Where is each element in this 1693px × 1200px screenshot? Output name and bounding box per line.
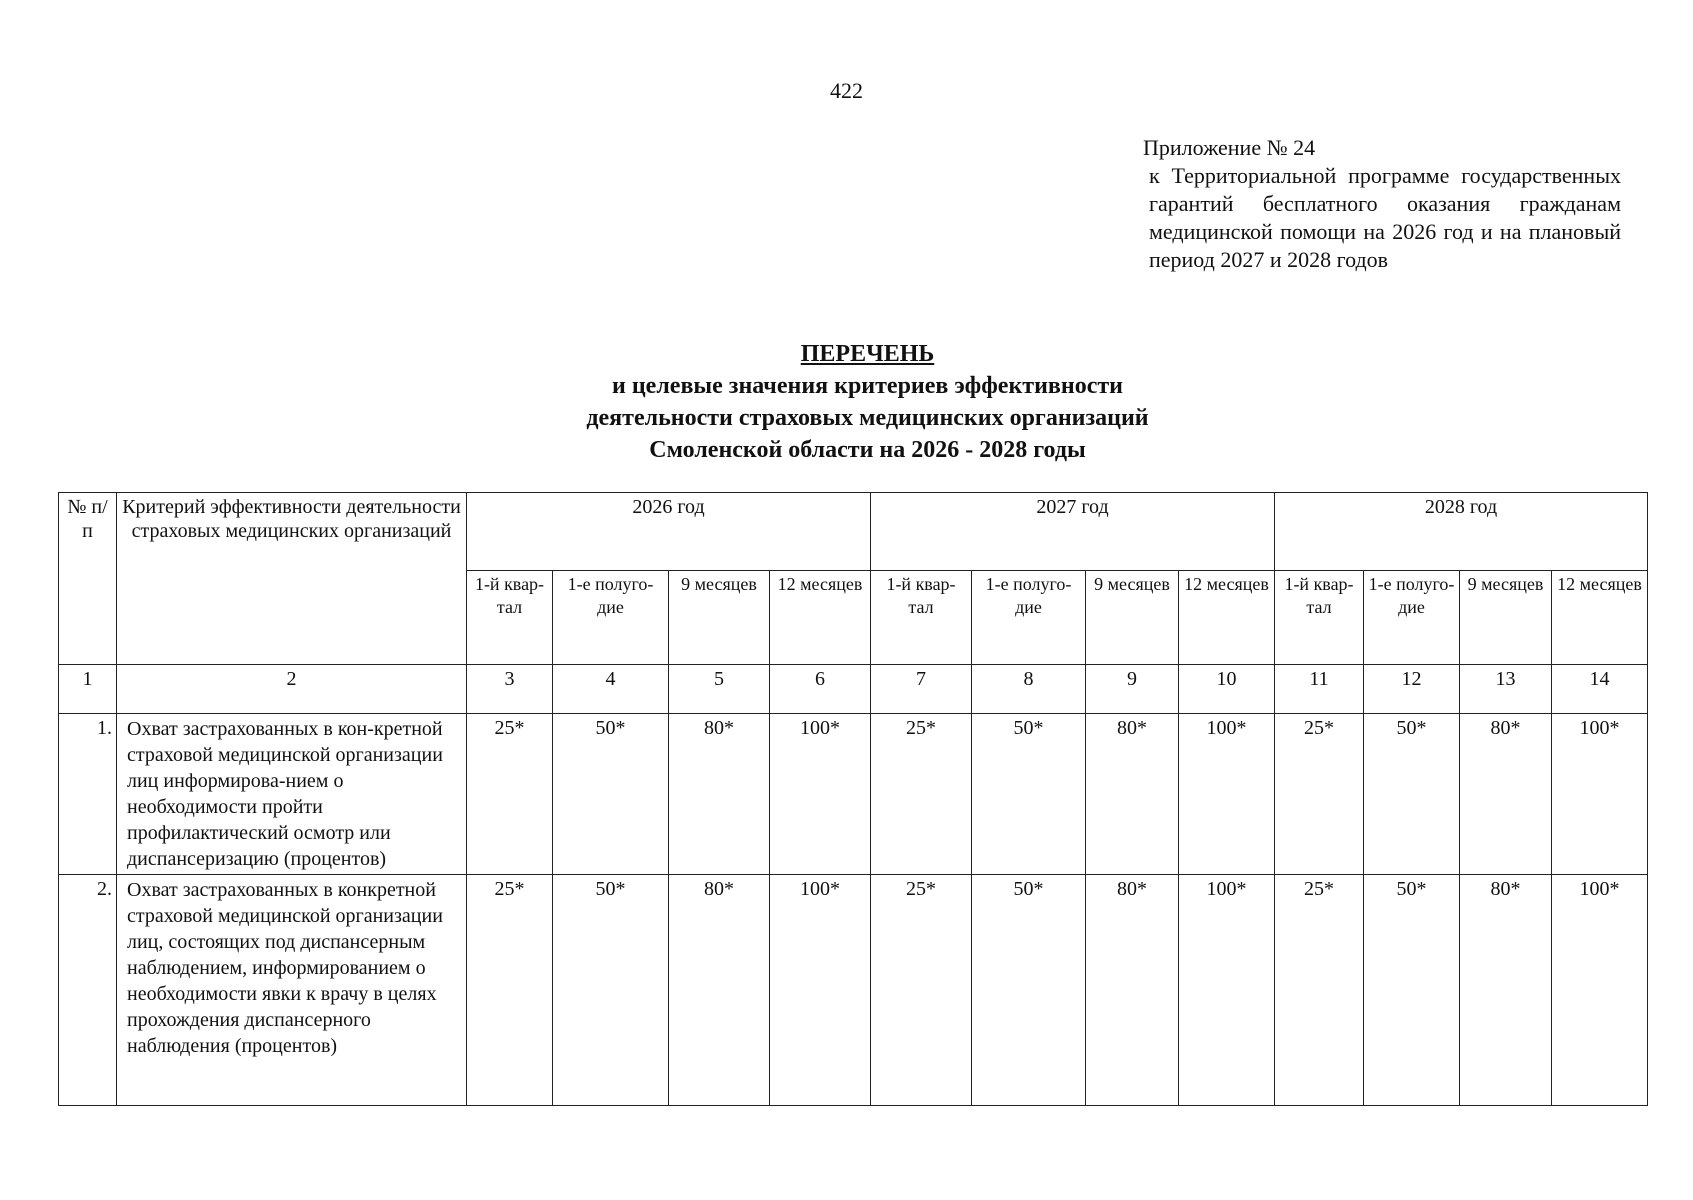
heading-title: ПЕРЕЧЕНЬ xyxy=(800,341,935,367)
row-value: 25* xyxy=(871,714,972,875)
row-value: 50* xyxy=(972,875,1086,1106)
column-index: 8 xyxy=(972,665,1086,714)
column-index: 10 xyxy=(1179,665,1275,714)
heading-line-3: Смоленской области на 2026 - 2028 годы xyxy=(649,437,1086,463)
column-index: 4 xyxy=(553,665,669,714)
row-value: 25* xyxy=(871,875,972,1106)
row-value: 80* xyxy=(669,714,770,875)
row-value: 80* xyxy=(1460,875,1552,1106)
column-index: 9 xyxy=(1086,665,1179,714)
row-value: 100* xyxy=(1552,714,1648,875)
heading-line-1: и целевые значения критериев эффективности xyxy=(612,373,1123,399)
column-index: 13 xyxy=(1460,665,1552,714)
row-value: 50* xyxy=(1364,714,1460,875)
row-number: 1. xyxy=(59,714,117,875)
col-header-year-2027: 2027 год xyxy=(871,493,1275,571)
row-number: 2. xyxy=(59,875,117,1106)
row-value: 50* xyxy=(972,714,1086,875)
row-value: 25* xyxy=(467,714,553,875)
column-index: 12 xyxy=(1364,665,1460,714)
col-header-year-2028: 2028 год xyxy=(1275,493,1648,571)
column-index-row xyxy=(59,665,1648,714)
col-header-period: 1-й квар-тал xyxy=(871,571,972,665)
row-value: 50* xyxy=(553,875,669,1106)
row-value: 50* xyxy=(1364,875,1460,1106)
row-value: 25* xyxy=(1275,875,1364,1106)
col-header-period: 1-е полуго-дие xyxy=(553,571,669,665)
document-heading xyxy=(0,338,1693,466)
col-header-period: 12 месяцев xyxy=(770,571,871,665)
column-index: 5 xyxy=(669,665,770,714)
row-value: 80* xyxy=(669,875,770,1106)
col-header-period: 9 месяцев xyxy=(669,571,770,665)
table-row xyxy=(59,875,1648,1106)
row-value: 100* xyxy=(1552,875,1648,1106)
col-header-criterion: Критерий эффективности деятельности страховых медицинских организаций xyxy=(117,493,467,665)
col-header-period: 9 месяцев xyxy=(1086,571,1179,665)
row-value: 80* xyxy=(1086,714,1179,875)
table-row xyxy=(59,714,1648,875)
col-header-period: 12 месяцев xyxy=(1552,571,1648,665)
criteria-table xyxy=(58,492,1648,1106)
col-header-period: 9 месяцев xyxy=(1460,571,1552,665)
col-header-period: 1-й квар-тал xyxy=(467,571,553,665)
column-index: 7 xyxy=(871,665,972,714)
row-value: 100* xyxy=(770,875,871,1106)
column-index: 11 xyxy=(1275,665,1364,714)
appendix-title: Приложение № 24 xyxy=(1143,135,1316,160)
col-header-num: № п/п xyxy=(59,493,117,665)
column-index: 6 xyxy=(770,665,871,714)
column-index: 3 xyxy=(467,665,553,714)
column-index: 1 xyxy=(59,665,117,714)
row-value: 100* xyxy=(1179,714,1275,875)
col-header-period: 1-е полуго-дие xyxy=(1364,571,1460,665)
row-value: 25* xyxy=(467,875,553,1106)
column-index: 14 xyxy=(1552,665,1648,714)
col-header-period: 1-й квар-тал xyxy=(1275,571,1364,665)
heading-line-2: деятельности страховых медицинских организаций xyxy=(586,405,1149,431)
row-value: 25* xyxy=(1275,714,1364,875)
row-value: 80* xyxy=(1086,875,1179,1106)
row-value: 100* xyxy=(770,714,871,875)
header-row-years xyxy=(59,493,1648,571)
row-value: 100* xyxy=(1179,875,1275,1106)
col-header-period: 1-е полуго-дие xyxy=(972,571,1086,665)
row-value: 80* xyxy=(1460,714,1552,875)
appendix-body: к Территориальной программе государственных гарантий бесплатного оказания гражданам медицинской помощи на 2026 год и на плановый период 2027 и 2028 годов xyxy=(1149,163,1621,272)
row-criterion: Охват застрахованных в конкретной страховой медицинской организации лиц, состоящих под диспансерным наблюдением, информированием о необходимости явки к врачу в целях прохождения диспансерного наблюдения (процентов) xyxy=(117,875,467,1106)
column-index: 2 xyxy=(117,665,467,714)
row-criterion: Охват застрахованных в кон-кретной страховой медицинской организации лиц информирова-нием о необходимости пройти профилактический осмотр или диспансеризацию (процентов) xyxy=(117,714,467,875)
row-value: 50* xyxy=(553,714,669,875)
col-header-period: 12 месяцев xyxy=(1179,571,1275,665)
appendix-block xyxy=(1143,134,1621,274)
page-number: 422 xyxy=(830,78,863,103)
col-header-year-2026: 2026 год xyxy=(467,493,871,571)
